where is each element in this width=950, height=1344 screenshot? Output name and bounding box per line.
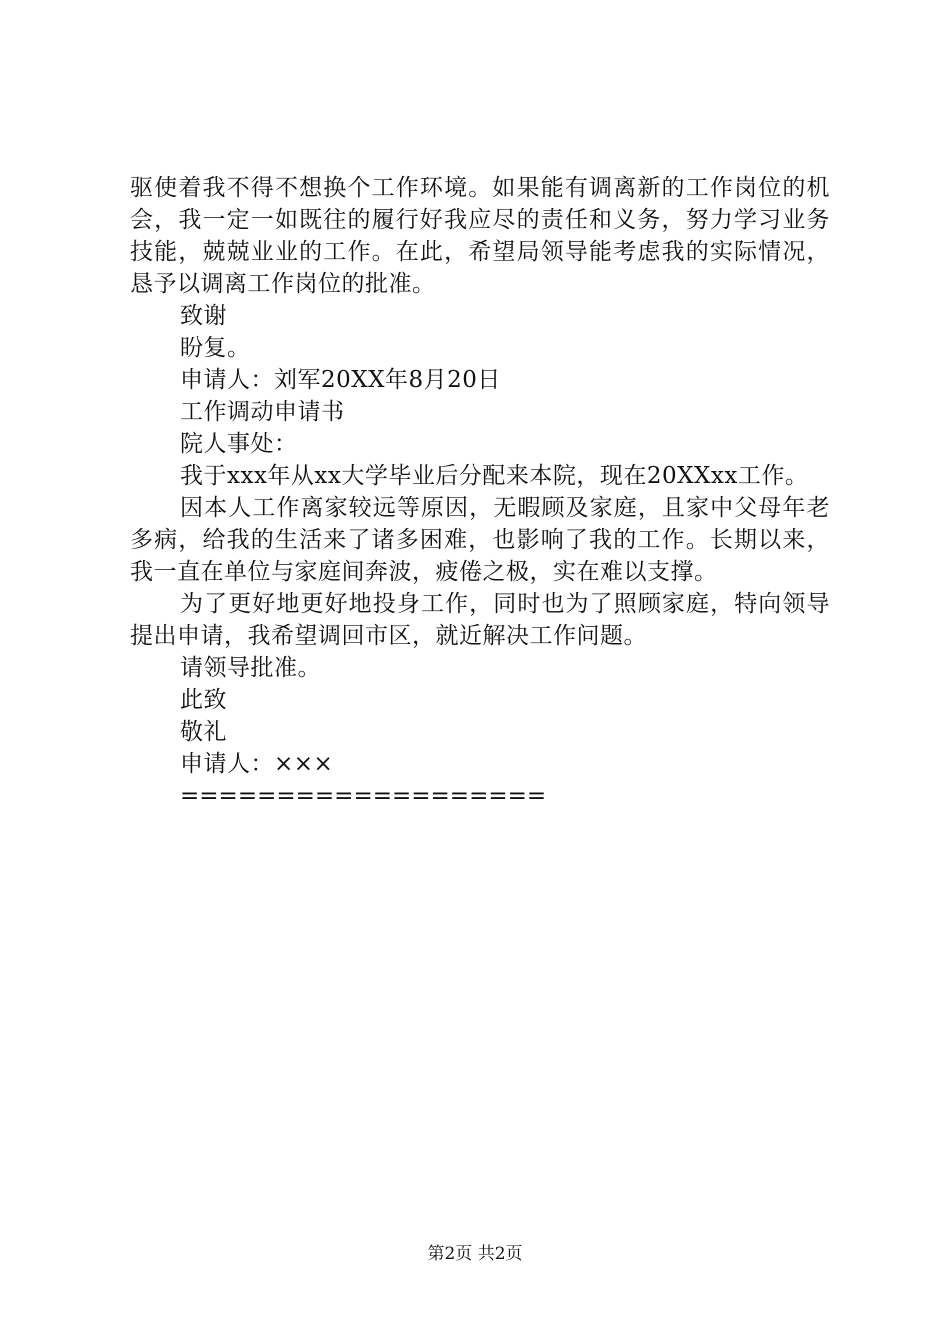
- paragraph-reasons: 因本人工作离家较远等原因，无暇顾及家庭，且家中父母年老多病，给我的生活来了诸多困难，也影响了我的工作。长期以来，我一直在单位与家庭间奔波，疲倦之极，实在难以支撑。: [130, 495, 830, 585]
- document-heading: 工作调动申请书: [180, 399, 345, 425]
- paragraph-request: 为了更好地更好地投身工作，同时也为了照顾家庭，特向领导提出申请，我希望调回市区，就近解决工作问题。: [130, 591, 830, 649]
- document-body: [130, 172, 830, 812]
- paragraph-approval: 请领导批准。: [180, 655, 321, 681]
- paragraph-addressee: 院人事处：: [180, 431, 298, 457]
- paragraph-continuation: 驱使着我不得不想换个工作环境。如果能有调离新的工作岗位的机会，我一定一如既往的履行好我应尽的责任和义务，努力学习业务技能，兢兢业业的工作。在此，希望局领导能考虑我的实际情况，恳予以调离工作岗位的批准。: [130, 175, 830, 297]
- paragraph-closing-1: 此致: [180, 687, 227, 713]
- paragraph-closing-2: 敬礼: [180, 719, 227, 745]
- paragraph-applicant: 申请人：×××: [180, 751, 334, 777]
- paragraph-thanks: 致谢: [180, 303, 227, 329]
- separator-line: ===================: [180, 783, 547, 809]
- paragraph-background: 我于xxx年从xx大学毕业后分配来本院，现在20XXxx工作。: [180, 463, 809, 489]
- paragraph-await-reply: 盼复。: [180, 335, 251, 361]
- paragraph-applicant-date: 申请人：刘军20XX年8月20日: [180, 367, 501, 393]
- page-footer: 第2页 共2页: [427, 1244, 523, 1264]
